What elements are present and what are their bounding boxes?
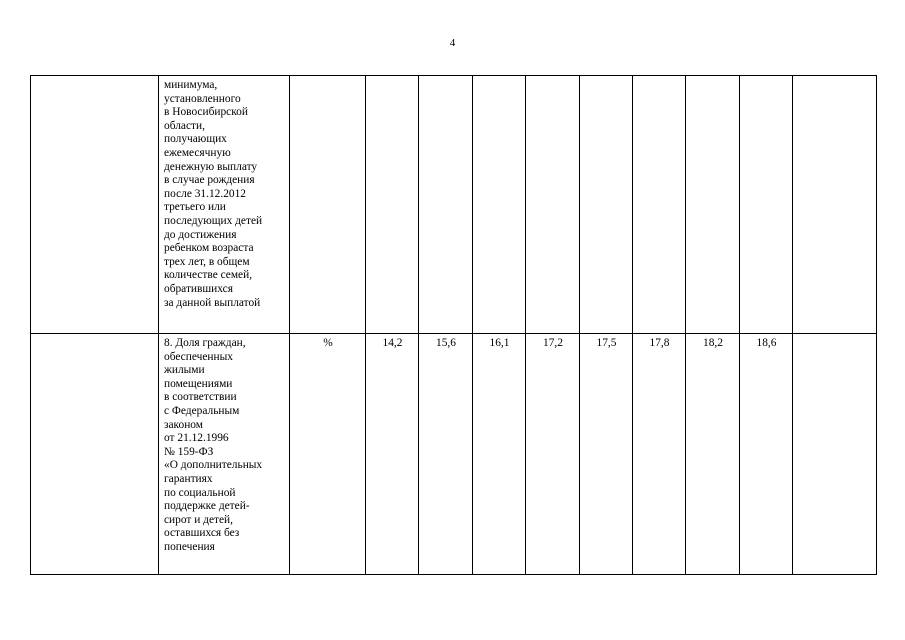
description-line: количестве семей,	[164, 269, 253, 282]
indicator-description-cell	[159, 76, 290, 334]
description-line: в Новосибирской	[164, 106, 248, 119]
description-line: за данной выплатой	[164, 296, 261, 309]
description-line: по социальной	[164, 486, 236, 499]
description-line: последующих детей	[164, 214, 263, 227]
description-line: «О дополнительных	[164, 459, 263, 472]
value-cell: 16,1	[473, 334, 526, 575]
value-cell: 14,2	[366, 334, 419, 575]
description-line: трех лет, в общем	[164, 255, 250, 268]
page-number: 4	[449, 37, 456, 49]
description-line: 8. Доля граждан,	[164, 337, 246, 349]
value-cell	[526, 76, 580, 334]
indicator-table	[30, 75, 877, 575]
description-line: получающих	[164, 133, 227, 146]
description-line: жилыми	[164, 364, 205, 377]
description-line: в соответствии	[164, 391, 237, 404]
description-line: области,	[164, 119, 205, 132]
unit-cell: %	[290, 334, 366, 575]
description-line: ребенком возраста	[164, 242, 254, 255]
description-line: поддержке детей-	[164, 500, 250, 513]
description-line: обратившихся	[164, 282, 233, 295]
value-cell: 15,6	[419, 334, 473, 575]
description-line: до достижения	[164, 228, 237, 241]
index-cell	[31, 334, 159, 575]
description-line: сирот и детей,	[164, 513, 233, 526]
value-cell	[686, 76, 740, 334]
description-line: ежемесячную	[164, 146, 231, 159]
value-cell: 18,2	[686, 334, 740, 575]
description-line: помещениями	[164, 377, 233, 390]
description-line: гарантиях	[164, 472, 213, 485]
description-line: третьего или	[164, 201, 226, 214]
description-line: законом	[164, 418, 203, 431]
unit-cell	[290, 76, 366, 334]
description-line: минимума,	[164, 79, 218, 91]
value-cell	[740, 76, 793, 334]
value-cell	[419, 76, 473, 334]
note-cell	[793, 76, 877, 334]
note-cell	[793, 334, 877, 575]
value-cell: 18,6	[740, 334, 793, 575]
table-row	[31, 334, 877, 575]
description-line: оставшихся без	[164, 527, 240, 540]
value-cell: 17,5	[580, 334, 633, 575]
table-row	[31, 76, 877, 334]
value-cell: 17,2	[526, 334, 580, 575]
description-line: в случае рождения	[164, 174, 255, 187]
value-cell	[473, 76, 526, 334]
value-cell	[633, 76, 686, 334]
description-line: установленного	[164, 92, 241, 105]
description-line: денежную выплату	[164, 160, 258, 173]
indicator-description-cell	[159, 334, 290, 575]
description-line: обеспеченных	[164, 350, 233, 363]
description-line: № 159-ФЗ	[164, 445, 214, 458]
value-cell	[366, 76, 419, 334]
value-cell	[580, 76, 633, 334]
description-line: после 31.12.2012	[164, 187, 246, 200]
description-line: с Федеральным	[164, 404, 240, 417]
value-cell: 17,8	[633, 334, 686, 575]
index-cell	[31, 76, 159, 334]
description-line: от 21.12.1996	[164, 432, 229, 445]
description-line: попечения	[164, 540, 215, 553]
